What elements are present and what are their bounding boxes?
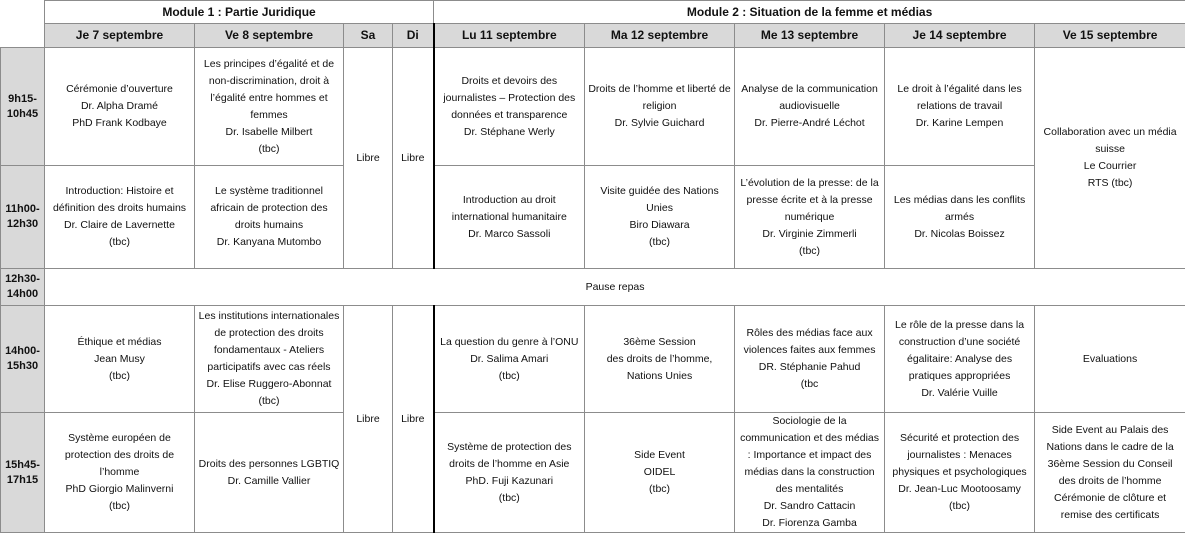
session-cell: Rôles des médias face aux violences faites aux femmes DR. Stéphanie Pahud (tbc bbox=[735, 306, 885, 413]
session-cell: Analyse de la communication audiovisuelle Dr. Pierre-André Léchot bbox=[735, 48, 885, 166]
slot-row-2 bbox=[1, 166, 1185, 269]
day-header-je14: Je 14 septembre bbox=[885, 24, 1035, 48]
day-header-je7: Je 7 septembre bbox=[45, 24, 195, 48]
corner-cell bbox=[1, 1, 45, 24]
session-cell: Éthique et médias Jean Musy (tbc) bbox=[45, 306, 195, 413]
session-cell: Le système traditionnel africain de protection des droits humains Dr. Kanyana Mutombo bbox=[195, 166, 344, 269]
session-cell: Visite guidée des Nations Unies Biro Diawara (tbc) bbox=[585, 166, 735, 269]
free-day-cell: Libre bbox=[344, 48, 393, 269]
session-cell: Evaluations bbox=[1035, 306, 1185, 413]
session-cell: Système européen de protection des droits de l’homme PhD Giorgio Malinverni (tbc) bbox=[45, 413, 195, 533]
slot-row-5 bbox=[1, 413, 1185, 533]
session-cell: Sécurité et protection des journalistes : Menaces physiques et psychologiques Dr. Jean-Luc Mootoosamy (tbc) bbox=[885, 413, 1035, 533]
slot-row-4 bbox=[1, 306, 1185, 413]
day-header-sa: Sa bbox=[344, 24, 393, 48]
session-cell: Collaboration avec un média suisse Le Courrier RTS (tbc) bbox=[1035, 48, 1185, 269]
session-cell: Introduction: Histoire et définition des droits humains Dr. Claire de Lavernette (tbc) bbox=[45, 166, 195, 269]
session-cell: Side Event OIDEL (tbc) bbox=[585, 413, 735, 533]
session-cell: Cérémonie d’ouverture Dr. Alpha Dramé PhD Frank Kodbaye bbox=[45, 48, 195, 166]
time-slot-3: 12h30- 14h00 bbox=[1, 269, 45, 306]
session-cell: Droits et devoirs des journalistes – Protection des données et transparence Dr. Stéphane Werly bbox=[434, 48, 585, 166]
session-cell: Le rôle de la presse dans la construction d’une société égalitaire: Analyse des pratiques appropriées Dr. Valérie Vuille bbox=[885, 306, 1035, 413]
day-header-row bbox=[1, 24, 1185, 48]
session-cell: Introduction au droit international humanitaire Dr. Marco Sassoli bbox=[434, 166, 585, 269]
session-cell: Les médias dans les conflits armés Dr. Nicolas Boissez bbox=[885, 166, 1035, 269]
time-slot-5: 15h45- 17h15 bbox=[1, 413, 45, 533]
session-cell: Droits des personnes LGBTIQ Dr. Camille Vallier bbox=[195, 413, 344, 533]
slot-row-pause bbox=[1, 269, 1185, 306]
module-header-row bbox=[1, 1, 1185, 24]
free-day-cell: Libre bbox=[344, 306, 393, 533]
slot-row-1 bbox=[1, 48, 1185, 166]
day-header-di: Di bbox=[393, 24, 434, 48]
free-day-cell: Libre bbox=[393, 306, 434, 533]
time-slot-1: 9h15- 10h45 bbox=[1, 48, 45, 166]
session-cell: Side Event au Palais des Nations dans le cadre de la 36ème Session du Conseil des droits de l’homme Cérémonie de clôture et remise des certificats bbox=[1035, 413, 1185, 533]
session-cell: Système de protection des droits de l’homme en Asie PhD. Fuji Kazunari (tbc) bbox=[434, 413, 585, 533]
time-slot-2: 11h00- 12h30 bbox=[1, 166, 45, 269]
day-header-ve15: Ve 15 septembre bbox=[1035, 24, 1185, 48]
module-1-title: Module 1 : Partie Juridique bbox=[45, 1, 434, 24]
day-header-ve8: Ve 8 septembre bbox=[195, 24, 344, 48]
time-slot-4: 14h00- 15h30 bbox=[1, 306, 45, 413]
session-cell: Sociologie de la communication et des médias : Importance et impact des médias dans la construction des mentalités Dr. Sandro Cattacin Dr. Fiorenza Gamba bbox=[735, 413, 885, 533]
corner-cell bbox=[1, 24, 45, 48]
session-cell: 36ème Session des droits de l’homme, Nations Unies bbox=[585, 306, 735, 413]
module-2-title: Module 2 : Situation de la femme et médias bbox=[434, 1, 1185, 24]
lunch-break-cell: Pause repas bbox=[45, 269, 1185, 306]
session-cell: Le droit à l’égalité dans les relations de travail Dr. Karine Lempen bbox=[885, 48, 1035, 166]
session-cell: Droits de l’homme et liberté de religion Dr. Sylvie Guichard bbox=[585, 48, 735, 166]
session-cell: L’évolution de la presse: de la presse écrite et à la presse numérique Dr. Virginie Zimmerli (tbc) bbox=[735, 166, 885, 269]
day-header-me13: Me 13 septembre bbox=[735, 24, 885, 48]
free-day-cell: Libre bbox=[393, 48, 434, 269]
session-cell: Les institutions internationales de protection des droits fondamentaux - Ateliers participatifs avec cas réels Dr. Elise Ruggero-Abonnat (tbc) bbox=[195, 306, 344, 413]
day-header-lu11: Lu 11 septembre bbox=[434, 24, 585, 48]
day-header-ma12: Ma 12 septembre bbox=[585, 24, 735, 48]
session-cell: La question du genre à l’ONU Dr. Salima Amari (tbc) bbox=[434, 306, 585, 413]
session-cell: Les principes d’égalité et de non-discrimination, droit à l’égalité entre hommes et femmes Dr. Isabelle Milbert (tbc) bbox=[195, 48, 344, 166]
